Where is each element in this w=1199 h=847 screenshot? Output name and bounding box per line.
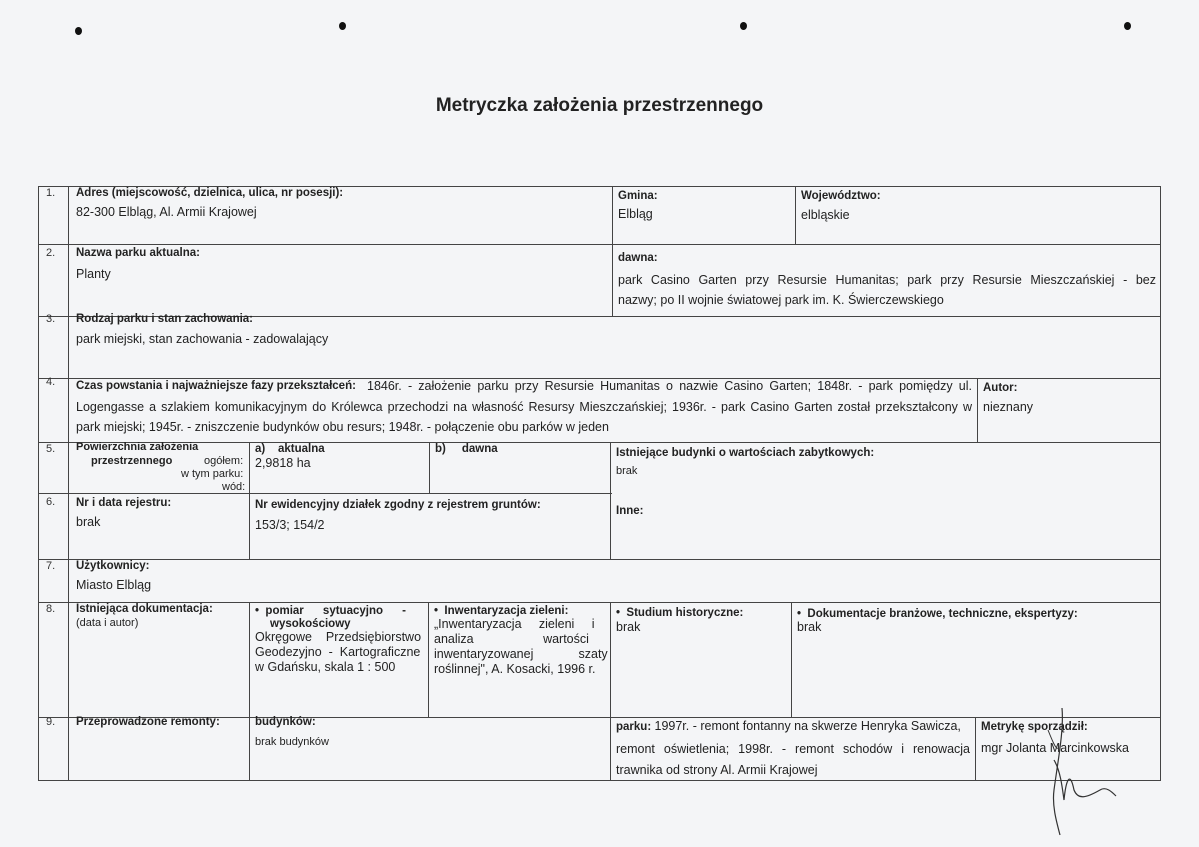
cell-divider <box>975 717 976 780</box>
row-number: 7. <box>46 560 56 572</box>
plots-value: 153/3; 154/2 <box>255 518 325 532</box>
park-renovations-line: 1997r. - remont fontanny na skwerze Henryka Sawicza, <box>654 719 961 733</box>
voivodeship-label: Województwo: <box>801 190 881 202</box>
other-label: Inne: <box>616 505 644 517</box>
survey-heading: • pomiar sytuacyjno - <box>255 605 407 617</box>
cell-divider <box>791 602 792 717</box>
cell-divider <box>795 186 796 244</box>
signature-icon <box>1040 700 1120 840</box>
cell-divider <box>612 186 613 316</box>
row-divider <box>38 442 1161 443</box>
page-title: Metryczka założenia przestrzennego <box>435 95 764 116</box>
documentation-sublabel: (data i autor) <box>76 617 139 629</box>
inventory-line: inwentaryzowanej szaty <box>434 647 608 661</box>
row-number: 8. <box>46 603 56 615</box>
historic-buildings-value: brak <box>616 465 638 477</box>
cell-divider <box>429 442 430 493</box>
plots-label: Nr ewidencyjny działek zgodny z rejestrem gruntów: <box>255 499 541 511</box>
buildings-label: budynków: <box>255 716 316 728</box>
area-current-label: a) aktualna <box>255 443 325 455</box>
history-label: Czas powstania i najważniejsze fazy przekształceń: <box>76 380 356 392</box>
cell-divider <box>249 442 250 559</box>
historical-study-heading: • Studium historyczne: <box>616 607 744 619</box>
row-number: 4. <box>46 376 56 388</box>
prepared-by-label: Metrykę sporządził: <box>981 721 1088 733</box>
history-line: Logengasse a szlakiem komunikacyjnym do Królewca przechodzi na własność Resursy Mieszczańskiej; 1936r. - park Casino Garten został przekształcony w <box>76 400 972 414</box>
area-total-label: ogółem: <box>204 455 244 467</box>
former-name-line: park Casino Garten przy Resursie Humanitas; park przy Resursie Mieszczańskiej - bez <box>618 273 1156 287</box>
renovations-label: Przeprowadzone remonty: <box>76 716 220 728</box>
survey-heading: wysokościowy <box>270 618 351 630</box>
author-value: nieznany <box>983 400 1034 414</box>
num-column-divider <box>68 186 69 780</box>
row-number: 6. <box>46 496 56 508</box>
technical-docs-heading: • Dokumentacje branżowe, techniczne, ekspertyzy: <box>797 608 1078 620</box>
park-renovations-line: trawnika od strony Al. Armii Krajowej <box>616 763 818 777</box>
cell-divider <box>428 602 429 717</box>
park-renovations <box>616 718 961 735</box>
survey-line: w Gdańsku, skala 1 : 500 <box>255 660 396 674</box>
park-name-label: Nazwa parku aktualna: <box>76 247 200 259</box>
area-park-label: w tym parku: <box>181 468 244 480</box>
cell-divider <box>249 602 250 780</box>
address-label: Adres (miejscowość, dzielnica, ulica, nr posesji): <box>76 187 344 199</box>
row-number: 2. <box>46 247 56 259</box>
area-former-label: b) dawna <box>435 443 498 455</box>
area-label: Powierzchnia założenia <box>76 441 199 453</box>
former-name-line: nazwy; po II wojnie światowej park im. K. Świerczewskiego <box>618 293 944 307</box>
history-line: park miejski; 1945r. - zniszczenie budynków obu resurs; 1948r. - połączenie obu parków w jeden <box>76 420 609 434</box>
address-value: 82-300 Elbląg, Al. Armii Krajowej <box>76 205 257 219</box>
park-type-label: Rodzaj parku i stan zachowania: <box>76 313 254 325</box>
history-line: 1846r. - założenie parku przy Resursie Humanitas o nazwie Casino Garten; 1848r. - park pomiędzy ul. <box>367 379 972 393</box>
row-divider <box>38 559 1161 560</box>
area-label: przestrzennego <box>91 455 173 467</box>
row-divider <box>38 780 1161 781</box>
buildings-value: brak budynków <box>255 736 329 748</box>
cell-divider <box>977 378 978 442</box>
technical-docs-value: brak <box>797 620 822 634</box>
row-number: 9. <box>46 716 56 728</box>
documentation-label: Istniejąca dokumentacja: <box>76 603 213 615</box>
park-renovations-line: remont oświetlenia; 1998r. - remont schodów i renowacja <box>616 742 970 756</box>
users-label: Użytkownicy: <box>76 560 150 572</box>
park-type-value: park miejski, stan zachowania - zadowalający <box>76 332 329 346</box>
gmina-value: Elbląg <box>618 207 653 221</box>
row-number: 5. <box>46 443 56 455</box>
inventory-line: analiza wartości <box>434 632 589 646</box>
cell-divider <box>610 442 611 559</box>
users-value: Miasto Elbląg <box>76 578 152 592</box>
area-water-label: wód: <box>222 481 246 493</box>
survey-line: Okręgowe Przedsiębiorstwo <box>255 630 422 644</box>
border-left <box>38 186 39 780</box>
inventory-line: „Inwentaryzacja zieleni i <box>434 617 595 631</box>
park-label: parku: <box>616 721 652 733</box>
inventory-line: roślinnej", A. Kosacki, 1996 r. <box>434 662 596 676</box>
prepared-by-value: mgr Jolanta Marcinkowska <box>981 741 1129 755</box>
historic-buildings-label: Istniejące budynki o wartościach zabytkowych: <box>616 447 875 459</box>
border-right <box>1160 186 1161 780</box>
author-label: Autor: <box>983 382 1018 394</box>
area-current-value: 2,9818 ha <box>255 456 311 470</box>
row-number: 1. <box>46 187 56 199</box>
row-divider <box>38 493 612 494</box>
voivodeship-value: elbląskie <box>801 208 850 222</box>
gmina-label: Gmina: <box>618 190 658 202</box>
cell-divider <box>610 602 611 780</box>
row-number: 3. <box>46 313 56 325</box>
inventory-heading: • Inwentaryzacja zieleni: <box>434 605 569 617</box>
historical-study-value: brak <box>616 620 641 634</box>
row-divider <box>38 244 1161 245</box>
former-name-label: dawna: <box>618 252 658 264</box>
register-value: brak <box>76 515 101 529</box>
register-label: Nr i data rejestru: <box>76 497 172 509</box>
park-name-value: Planty <box>76 267 111 281</box>
survey-line: Geodezyjno - Kartograficzne <box>255 645 421 659</box>
